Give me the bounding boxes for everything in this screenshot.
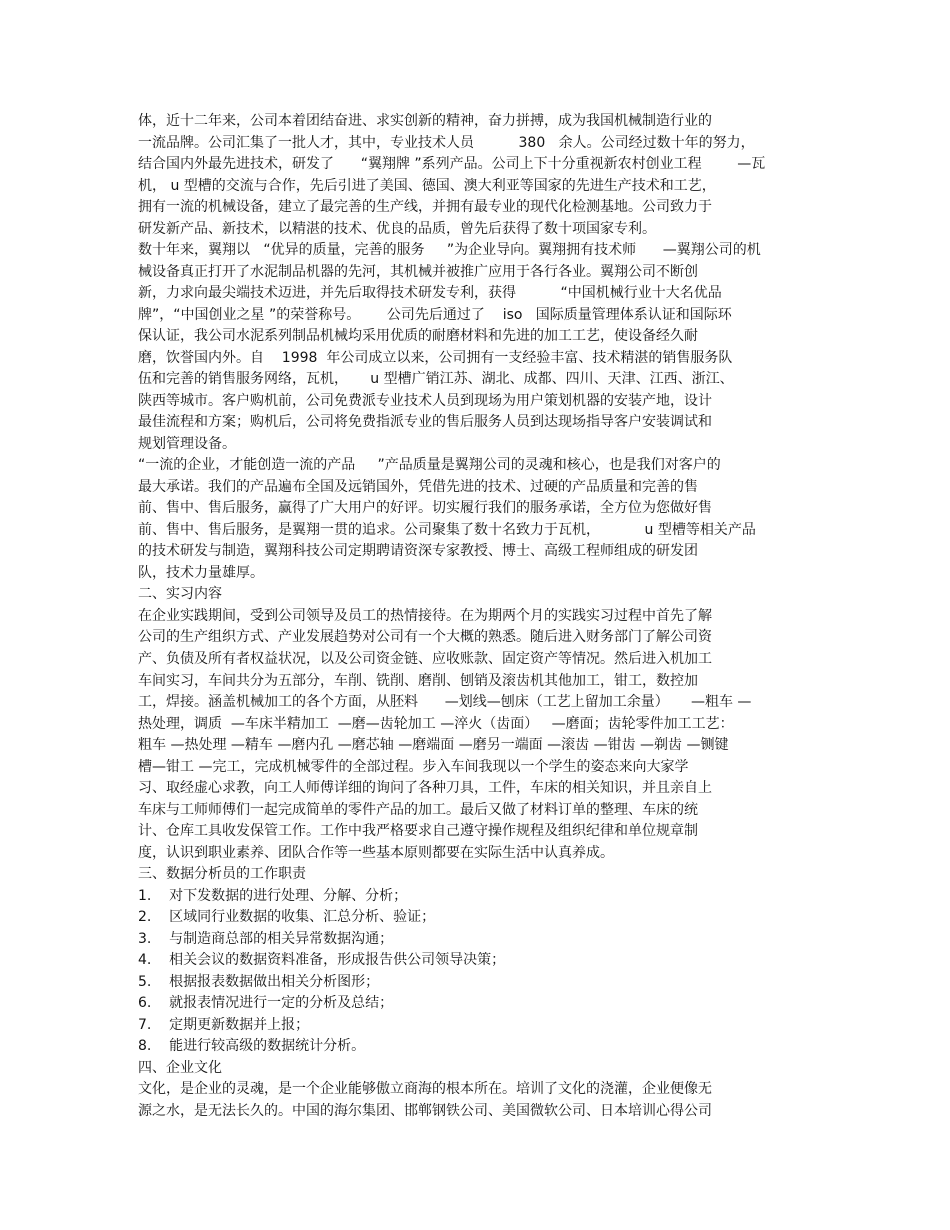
text-line: 最佳流程和方案；购机后，公司将免费指派专业的售后服务人员到达现场指导客户安装调试和: [138, 414, 712, 431]
text-line: 最大承诺。我们的产品遍布全国及远销国外，凭借先进的技术、过硬的产品质量和完善的售: [138, 478, 698, 495]
text-line: 槽—钳工 —完工，完成机械零件的全部过程。步入车间我现以一个学生的姿态来向大家学: [138, 758, 689, 775]
text-line: 2. 区域同行业数据的收集、汇总分析、验证；: [138, 909, 436, 926]
text-line: 伍和完善的销售服务网络，瓦机， u 型槽广销江苏、湖北、成都、四川、天津、江西、浙江、: [138, 371, 734, 388]
text-line: 粗车 —热处理 —精车 —磨内孔 —磨芯轴 —磨端面 —磨另一端面 —滚齿 —钳齿 —剃齿 —铡键: [138, 737, 729, 754]
text-line: 前、售中、售后服务，是翼翔一贯的追求。公司聚集了数十名致力于瓦机， u 型槽等相关产品: [138, 521, 756, 538]
text-line: 6. 就报表情况进行一定的分析及总结；: [138, 995, 394, 1012]
text-line: 队，技术力量雄厚。: [138, 564, 264, 581]
text-line: 拥有一流的机械设备，建立了最完善的生产线，并拥有最专业的现代化检测基地。公司致力于: [138, 199, 712, 216]
text-line: 新，力求向最尖端技术迈进，并先后取得技术研发专利，获得 “中国机械行业十大名优品: [138, 285, 722, 302]
text-line: 械设备真正打开了水泥制品机器的先河，其机械并被推广应用于各行各业。翼翔公司不断创: [138, 263, 698, 280]
text-line: 牌”，“中国创业之星 ”的荣誉称号。 公司先后通过了 iso 国际质量管理体系认证和国际环: [138, 306, 732, 323]
text-line: 源之水，是无法长久的。中国的海尔集团、邯郸钢铁公司、美国微软公司、日本培训心得公司: [138, 1102, 712, 1119]
text-line: 4. 相关会议的数据资料准备，形成报告供公司领导决策；: [138, 952, 506, 969]
text-line: 保认证，我公司水泥系列制品机械均采用优质的耐磨材料和先进的加工工艺，使设备经久耐: [138, 328, 698, 345]
text-line: 结合国内外最先进技术，研发了 “翼翔牌 ”系列产品。公司上下十分重视新农村创业工程 —瓦: [138, 156, 766, 173]
text-line: 工，焊接。涵盖机械加工的各个方面，从胚料 —划线—刨床（工艺上留加工余量） —粗车 —: [138, 694, 752, 711]
text-line: 磨，饮誉国内外。自 1998 年公司成立以来，公司拥有一支经验丰富、技术精湛的销售服务队: [138, 349, 733, 366]
text-line: 产、负债及所有者权益状况，以及公司资金链、应收账款、固定资产等情况。然后进入机加工: [138, 651, 712, 667]
text-line: 体，近十二年来，公司本着团结奋进、求实创新的精神，奋力拼搏，成为我国机械制造行业的: [138, 113, 712, 129]
text-line: 8. 能进行较高级的数据统计分析。: [138, 1038, 366, 1055]
text-line: 5. 根据报表数据做出相关分析图形；: [138, 973, 380, 990]
text-line: 文化，是企业的灵魂，是一个企业能够傲立商海的根本所在。培训了文化的浇灌，企业便像无: [138, 1081, 712, 1098]
text-line: 四、企业文化: [138, 1059, 222, 1076]
text-line: “一流的企业，才能创造一流的产品 ”产品质量是翼翔公司的灵魂和核心，也是我们对客户的: [138, 457, 721, 474]
text-line: 研发新产品、新技术，以精湛的技术、优良的品质，曾先后获得了数十项国家专利。: [138, 220, 656, 237]
text-line: 二、实习内容: [138, 586, 222, 603]
text-line: 机， u 型槽的交流与合作，先后引进了美国、德国、澳大利亚等国家的先进生产技术和工艺，: [138, 177, 716, 194]
text-line: 热处理，调质 —车床半精加工 —磨—齿轮加工 —淬火（齿面） —磨面；齿轮零件加工工艺：: [138, 715, 734, 732]
text-line: 度，认识到职业素养、团队合作等一些基本原则都要在实际生活中认真养成。: [138, 844, 614, 861]
text-line: 的技术研发与制造，翼翔科技公司定期聘请资深专家教授、博士、高级工程师组成的研发团: [138, 543, 698, 560]
text-line: 前、售中、售后服务，赢得了广大用户的好评。切实履行我们的服务承诺，全方位为您做好售: [138, 500, 712, 517]
text-line: 1. 对下发数据的进行处理、分解、分析；: [138, 887, 408, 904]
text-line: 数十年来，翼翔以 “优异的质量，完善的服务 ”为企业导向。翼翔拥有技术师 —翼翔公司的机: [138, 242, 761, 259]
text-line: 在企业实践期间，受到公司领导及员工的热情接待。在为期两个月的实践实习过程中首先了解: [138, 607, 712, 624]
text-line: 习、取经虚心求教，向工人师傅详细的询问了各种刀具，工件，车床的相关知识，并且亲自上: [138, 780, 712, 797]
text-line: 计、仓库工具收发保管工作。工作中我严格要求自己遵守操作规程及组织纪律和单位规章制: [138, 823, 698, 840]
text-line: 车间实习，车间共分为五部分，车削、铣削、磨削、刨销及滚齿机其他加工，钳工，数控加: [138, 672, 698, 689]
text-line: 公司的生产组织方式、产业发展趋势对公司有一个大概的熟悉。随后进入财务部门了解公司资: [138, 629, 712, 646]
text-line: 7. 定期更新数据并上报；: [138, 1016, 310, 1033]
text-line: 3. 与制造商总部的相关异常数据沟通；: [138, 930, 394, 947]
text-line: 规划管理设备。: [138, 435, 236, 452]
text-line: 陕西等城市。客户购机前，公司免费派专业技术人员到现场为用户策划机器的安装产地，设计: [138, 392, 712, 409]
text-line: 一流品牌。公司汇集了一批人才，其中，专业技术人员 380 余人。公司经过数十年的努力，: [138, 134, 755, 151]
text-line: 车床与工师师傅们一起完成简单的零件产品的加工。最后又做了材料订单的整理、车床的统: [138, 801, 698, 818]
text-line: 三、数据分析员的工作职责: [138, 866, 306, 883]
